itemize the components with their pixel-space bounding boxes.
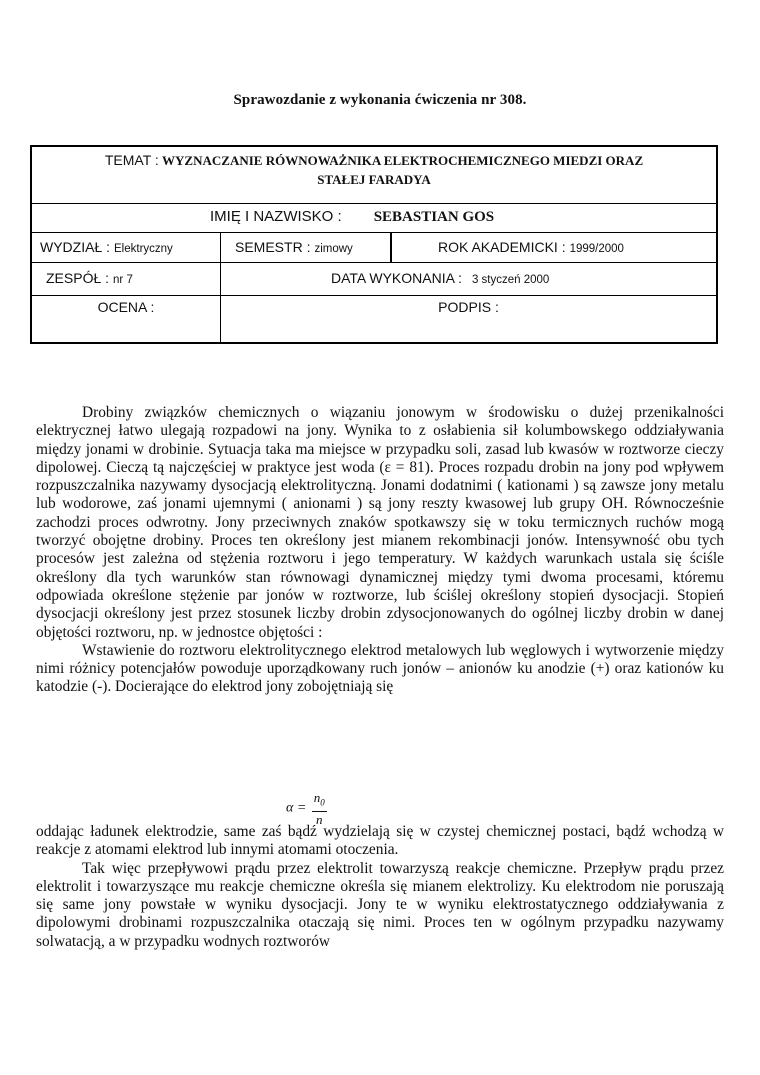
faculty-cell [32, 233, 220, 262]
paragraph-1: Drobiny związków chemicznych o wiązaniu jonowym w środowisku o dużej przenikalności elektrycznej łatwo ulegają rozpadowi na jony. Wynika to z osłabienia sił kolumbowskego oddziaływania między jonami w drobinie. Sytuacja taka ma miejsce w przypadku soli, zasad lub kwasów w roztworze cieczy dipolowej. Cieczą tą najczęściej w praktyce jest woda (ε = 81). Proces rozpadu drobin na jony pod wpływem rozpuszczalnika nazywamy dysocjacją elektrolityczną. Jonami dodatnimi ( kationami ) są zawsze jony metalu lub wodorowe, zaś jonami ujemnymi ( anionami ) są jony reszty kwasowej lub grupy OH. Równocześnie zachodzi proces odwrotny. Jony przeciwnych znaków spotkawszy się w toku termicznych ruchów mogą tworzyć obojętne drobiny. Proces ten określony jest mianem rekombinacji jonów. Intensywność obu tych procesów jest zależna od stężenia roztworu i jego temperatury. W każdych warunkach ustala się ściśle określony dla tych warunków stan równowagi dynamicznej między tymi dwoma procesami, któremu odpowiada określone stężenie par jonów w roztworze, lub ściślej określony stopień dysocjacji. Stopień dysocjacji określony jest przez stosunek liczby drobin zdysocjonowanych do ogólnej liczby drobin w danej objętości roztworu, np. w jednostce objętości : [36, 404, 724, 641]
topic-value-line2: STAŁEJ FARADYA [317, 172, 431, 187]
topic-label: TEMAT : [104, 152, 159, 168]
faculty-row [32, 233, 716, 263]
paragraph-2: Wstawienie do roztworu elektrolitycznego elektrod metalowych lub węglowych i wytworzenie między nimi różnicy potencjałów powoduje uporządkowany ruch jonów – anionów ku anodzie (+) oraz kationów ku katodzie (-). Docierające do elektrod jony zobojętniają się [36, 641, 724, 696]
faculty-value: Elektryczny [114, 243, 173, 255]
team-label: ZESPÓŁ : [46, 270, 110, 286]
topic-row [32, 147, 716, 204]
grade-row [32, 296, 716, 342]
semester-value: zimowy [314, 243, 353, 255]
formula-numerator: $n_0$ [312, 790, 327, 812]
team-value: nr 7 [113, 274, 133, 286]
academic-year-cell [390, 233, 716, 262]
date-cell [220, 263, 716, 295]
name-row [32, 204, 716, 233]
name-value: SEBASTIAN GOS [373, 209, 495, 225]
info-table [30, 145, 718, 344]
semester-cell [220, 233, 390, 262]
team-cell [32, 263, 220, 295]
team-row [32, 263, 716, 296]
grade-label: OCENA : [97, 299, 155, 315]
body-section-2 [36, 823, 724, 951]
faculty-label: WYDZIAŁ : [40, 239, 111, 255]
report-title: Sprawozdanie z wykonania ćwiczenia nr 308. [233, 92, 527, 108]
body-section-1 [36, 404, 724, 697]
formula-fraction [312, 790, 327, 827]
paragraph-3: oddając ładunek elektrodzie, same zaś bądź wydzielają się w czystej chemicznej postaci, bądź wchodzą w reakcje z atomami elektrod lub innymi atomami otoczenia. [36, 823, 724, 859]
formula-denominator: n [316, 811, 323, 827]
signature-label: PODPIS : [438, 299, 499, 315]
date-label: DATA WYKONANIA : [331, 270, 462, 286]
formula-lhs: α = [286, 800, 307, 816]
topic-value-line1: WYZNACZANIE RÓWNOWAŻNIKA ELEKTROCHEMICZNEGO MIEDZI ORAZ [162, 153, 644, 168]
signature-cell [220, 296, 716, 342]
date-value: 3 styczeń 2000 [471, 274, 550, 286]
academic-year-value: 1999/2000 [569, 243, 624, 255]
name-label: IMIĘ I NAZWISKO : [210, 208, 342, 225]
semester-label: SEMESTR : [235, 239, 311, 255]
formula-numerator-subscript: 0 [320, 797, 325, 808]
paragraph-4: Tak więc przepływowi prądu przez elektrolit towarzyszą reakcje chemiczne. Przepływ prądu przez elektrolit i towarzyszące mu reakcje chemiczne określa się mianem elektrolizy. Ku elektrodom nie poruszają się same jony powstałe w wyniku dysocjacji. Jony te w wyniku elektrostatycznego oddziaływania z dipolowymi drobinami rozpuszczalnika otaczają się nimi. Proces ten w ogólnym przypadku nazywamy solwatacją, a w przypadku wodnych roztworów [36, 859, 724, 950]
academic-year-label: ROK AKADEMICKI : [438, 239, 566, 255]
dissociation-formula [286, 790, 327, 827]
grade-cell [32, 296, 220, 342]
